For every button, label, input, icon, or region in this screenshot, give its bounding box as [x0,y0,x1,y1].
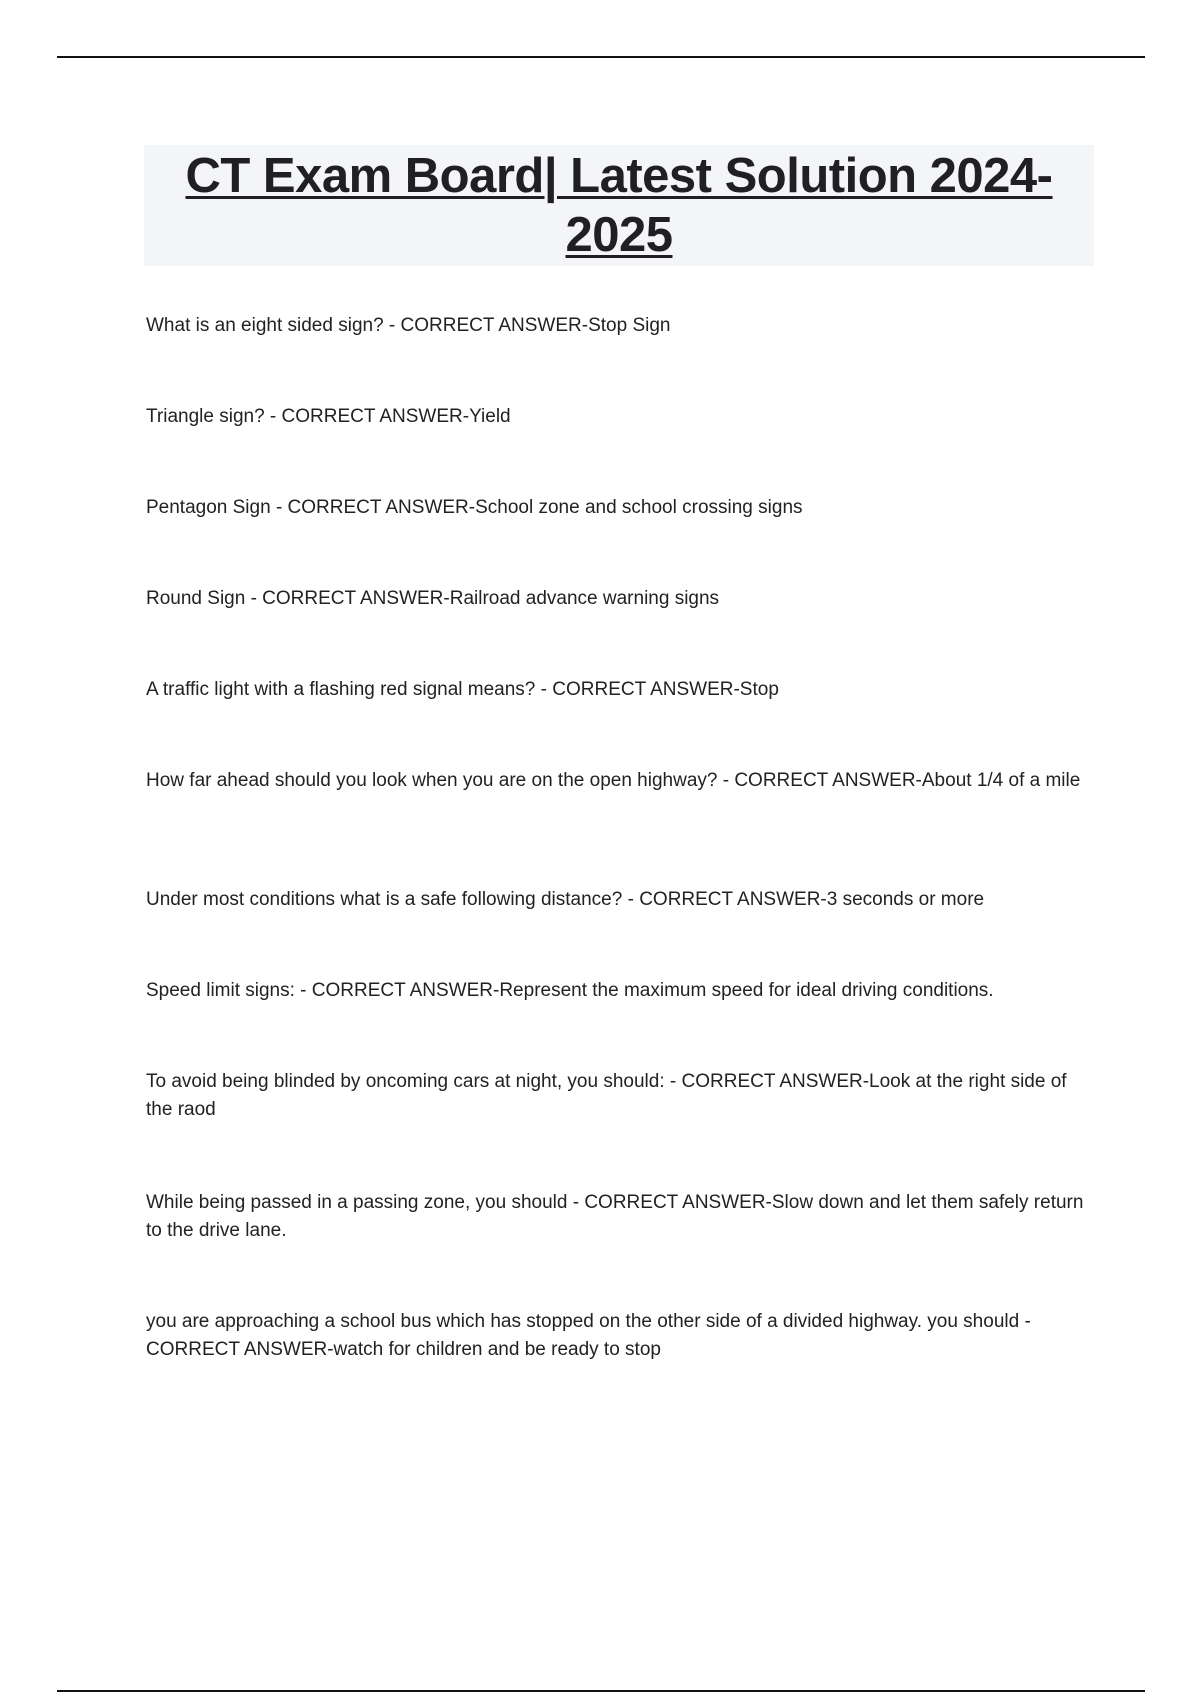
qa-item: A traffic light with a flashing red signal means? - CORRECT ANSWER-Stop [146,679,779,700]
qa-item: What is an eight sided sign? - CORRECT ANSWER-Stop Sign [146,315,671,336]
top-divider [57,56,1145,58]
document-title: CT Exam Board| Latest Solution 2024-2025 [185,148,1053,262]
qa-item: How far ahead should you look when you are on the open highway? - CORRECT ANSWER-About 1/4 of a mile [146,770,1081,791]
bottom-divider [57,1690,1145,1692]
title-banner [144,145,1094,266]
qa-item: While being passed in a passing zone, you should - CORRECT ANSWER-Slow down and let them safely return to the drive lane. [146,1192,1084,1241]
qa-item: Under most conditions what is a safe following distance? - CORRECT ANSWER-3 seconds or more [146,889,985,910]
qa-item: To avoid being blinded by oncoming cars at night, you should: - CORRECT ANSWER-Look at the right side of the raod [146,1071,1067,1120]
qa-item: Pentagon Sign - CORRECT ANSWER-School zone and school crossing signs [146,497,803,518]
qa-item: Triangle sign? - CORRECT ANSWER-Yield [146,406,511,427]
qa-item: Round Sign - CORRECT ANSWER-Railroad advance warning signs [146,588,720,609]
qa-item: Speed limit signs: - CORRECT ANSWER-Represent the maximum speed for ideal driving conditions. [146,980,994,1001]
qa-item: you are approaching a school bus which has stopped on the other side of a divided highway. you should - CORRECT ANSWER-watch for children and be ready to stop [146,1311,1031,1360]
